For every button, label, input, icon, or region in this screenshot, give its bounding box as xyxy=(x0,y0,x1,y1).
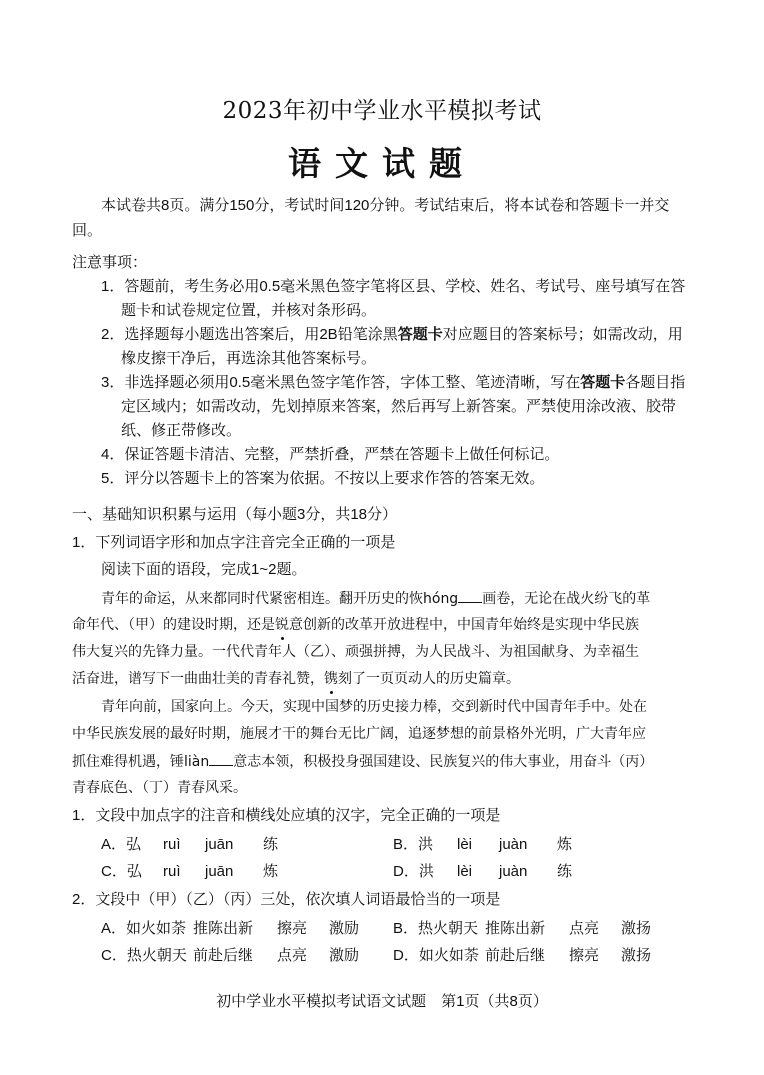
reading-intro: 阅读下面的语段，完成1~2题。 xyxy=(101,561,307,578)
subject-title: 语文试题 xyxy=(288,144,476,183)
q2-option-c[interactable]: C．热火朝天 前赴后继 点亮 激励 xyxy=(101,947,360,964)
q2-option-a[interactable]: A．如火如荼 推陈出新 擦亮 激励 xyxy=(101,920,360,937)
answer-card-bold: 答题卡 xyxy=(397,326,443,343)
dotted-char-juan: 镌 xyxy=(324,671,338,687)
passage-p2-line-3: 抓住难得机遇，锤liàn 意志本领，积极投身强国建设、民族复兴的伟大事业，用奋斗（丙） xyxy=(72,751,653,772)
passage-p2-line-1: 青年向前，国家向上。今天，实现中国梦的历史接力棒，交到新时代中国青年手中。处在 xyxy=(101,699,647,715)
exam-title: 2023年初中学业水平模拟考试 xyxy=(222,98,542,124)
notice-item-4: 4．保证答题卡清洁、完整，严禁折叠，严禁在答题卡上做任何标记。 xyxy=(101,446,560,463)
notice-item-1-line-1: 1．答题前，考生务必用0.5毫米黑色签字笔将区县、学校、姓名、考试号、座号填写在答 xyxy=(101,278,686,295)
dotted-char-rui: 锐 xyxy=(275,617,289,633)
pinyin-hong: hóng xyxy=(423,591,459,607)
notice-item-2-line-2: 橡皮擦干净后，再选涂其他答案标号。 xyxy=(121,350,377,367)
question-1-heading: 1．下列词语字形和加点字注音完全正确的一项是 xyxy=(72,534,396,551)
q1-option-b[interactable]: B．洪 lèi juàn 炼 xyxy=(393,836,573,853)
passage-p1-line-3: 伟大复兴的先锋力量。一代代青年人（乙）、顽强拼搏，为人民战斗、为祖国献身、为幸福生 xyxy=(72,644,639,660)
passage-p2-line-4: 青春底色、（丁）青春风采。 xyxy=(72,780,247,796)
answer-card-bold: 答题卡 xyxy=(580,374,626,391)
notice-item-3-line-1: 3．非选择题必须用0.5毫米黑色签字笔作答，字体工整、笔迹清晰，写在答题卡各题目指 xyxy=(101,374,686,391)
q1-stem: 1．文段中加点字的注音和横线处应填的汉字，完全正确的一项是 xyxy=(72,807,501,824)
pinyin-lian: liàn xyxy=(184,754,210,770)
q1-option-d[interactable]: D．洪 lèi juàn 练 xyxy=(393,863,573,880)
section-1-heading: 一、基础知识积累与运用（每小题3分，共18分） xyxy=(72,506,398,523)
q2-option-b[interactable]: B．热火朝天 推陈出新 点亮 激扬 xyxy=(393,920,652,937)
fill-blank xyxy=(458,588,482,603)
notice-item-1-line-2: 题卡和试卷规定位置，并核对条形码。 xyxy=(121,302,377,319)
q2-stem: 2．文段中（甲）（乙）（丙）三处，依次填人词语最恰当的一项是 xyxy=(72,891,501,908)
q2-option-d[interactable]: D．如火如荼 前赴后继 擦亮 激扬 xyxy=(393,947,652,964)
intro-line-1: 本试卷共8页。满分150分，考试时间120分钟。考试结束后，将本试卷和答题卡一并交 xyxy=(101,197,670,214)
intro-line-2: 回。 xyxy=(72,222,103,239)
notice-item-2-line-1: 2．选择题每小题选出答案后，用2B铅笔涂黑答题卡对应题目的答案标号；如需改动，用 xyxy=(101,326,683,343)
passage-p1-line-4: 活奋进，谱写下一曲曲壮美的青春礼赞，镌刻了一页页动人的历史篇章。 xyxy=(72,671,520,687)
passage-p1-line-1: 青年的命运，从来都同时代紧密相连。翻开历史的恢hóng 画卷，无论在战火纷飞的革 xyxy=(101,588,650,609)
passage-p1-line-2: 命年代、（甲）的建设时期，还是锐意创新的改革开放进程中，中国青年始终是实现中华民族 xyxy=(72,617,639,633)
notice-item-3-line-2: 定区域内；如需改动，先划掉原来答案，然后再写上新答案。严禁使用涂改液、胶带 xyxy=(121,398,677,415)
notice-heading: 注意事项： xyxy=(72,254,148,271)
passage-p2-line-2: 中华民族发展的最好时期，施展才干的舞台无比广阔，追逐梦想的前景格外光明，广大青年应 xyxy=(72,726,646,742)
fill-blank xyxy=(209,751,233,766)
page-footer: 初中学业水平模拟考试语文试题 第1页（共8页） xyxy=(216,993,548,1010)
q1-option-a[interactable]: A．弘 ruì juān 练 xyxy=(101,836,279,853)
notice-item-5: 5．评分以答题卡上的答案为依据。不按以上要求作答的答案无效。 xyxy=(101,470,545,487)
q1-option-c[interactable]: C．弘 ruì juān 炼 xyxy=(101,863,279,880)
notice-item-3-line-3: 纸、修正带修改。 xyxy=(121,422,242,439)
